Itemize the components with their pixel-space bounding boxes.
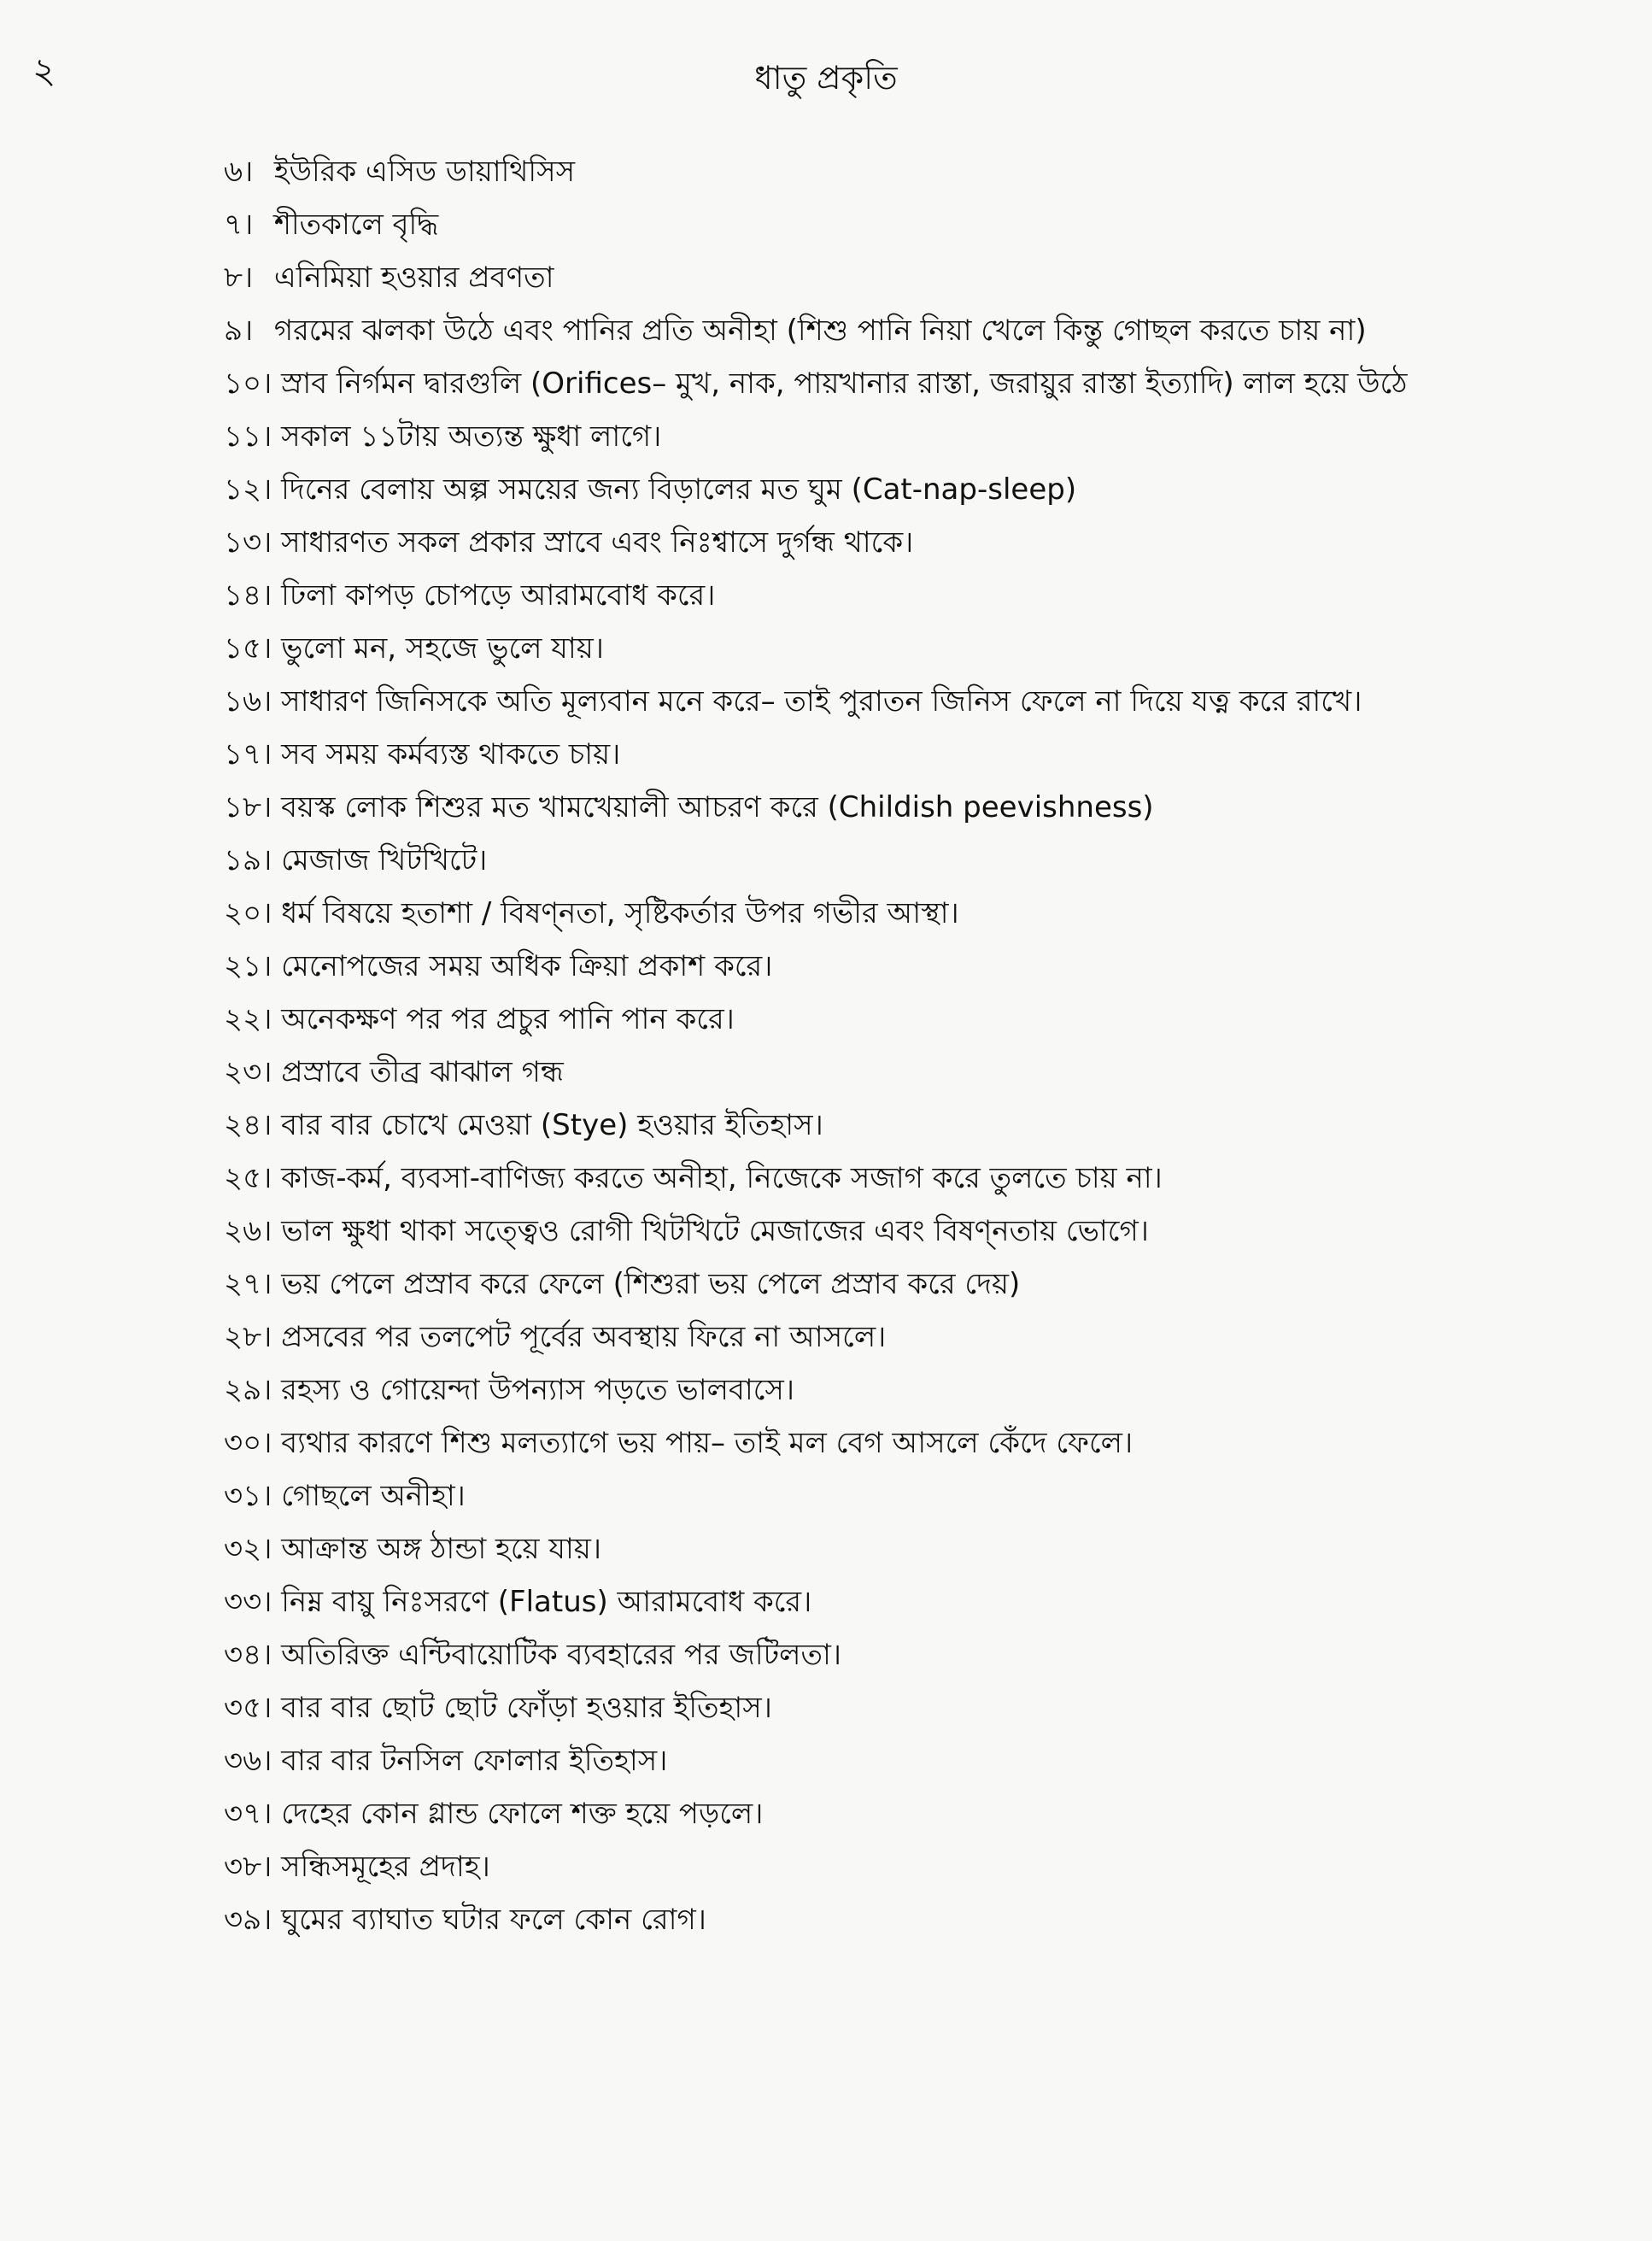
list-item	[224, 1205, 1599, 1258]
item-number: ৩৭।	[224, 1797, 272, 1831]
item-number: ৩৮।	[224, 1850, 272, 1884]
item-text: গরমের ঝলকা উঠে এবং পানির প্রতি অনীহা (শিশু পানি নিয়া খেলে কিন্তু গোছল করতে চায় না)	[273, 314, 1367, 348]
item-number: ১০।	[224, 367, 272, 401]
list-item	[224, 569, 1599, 622]
item-text: বার বার ছোট ছোট ফোঁড়া হওয়ার ইতিহাস।	[281, 1691, 772, 1725]
item-text: আক্রান্ত অঙ্গ ঠান্ডা হয়ে যায়।	[281, 1532, 602, 1566]
item-number: ১৫।	[224, 631, 272, 666]
item-text: দিনের বেলায় অল্প সময়ের জন্য বিড়ালের মত ঘুম (Cat-nap-sleep)	[281, 472, 1077, 507]
list-item	[224, 781, 1599, 834]
item-number: ৩৩।	[224, 1585, 272, 1619]
item-text: ভাল ক্ষুধা থাকা সত্ত্বেও রোগী খিটখিটে মেজাজের এবং বিষণ্নতায় ভোগে।	[281, 1214, 1149, 1248]
item-text: গোছলে অনীহা।	[281, 1479, 466, 1513]
item-number: ১৮।	[224, 790, 272, 824]
item-text: সকাল ১১টায় অত্যন্ত ক্ষুধা লাগে।	[281, 419, 662, 454]
list-item	[224, 834, 1599, 887]
item-text: সাধারণ জিনিসকে অতি মূল্যবান মনে করে– তাই পুরাতন জিনিস ফেলে না দিয়ে যত্ন করে রাখে।	[281, 684, 1362, 719]
list-item	[224, 1364, 1599, 1417]
item-number: ৩০।	[224, 1426, 272, 1460]
item-text: অনেকক্ষণ পর পর প্রচুর পানি পান করে।	[281, 1002, 735, 1036]
page-number: ২	[32, 50, 56, 91]
item-number: ২৪।	[224, 1108, 272, 1142]
list-item	[224, 357, 1599, 410]
list-item	[224, 728, 1599, 781]
list-item	[224, 304, 1599, 357]
item-number: ১৯।	[224, 843, 272, 877]
item-text: বার বার টনসিল ফোলার ইতিহাস।	[281, 1744, 668, 1778]
item-number: ৩২।	[224, 1532, 272, 1566]
item-text: নিম্ন বায়ু নিঃসরণে (Flatus) আরামবোধ করে।	[281, 1585, 812, 1619]
item-number: ২০।	[224, 896, 272, 930]
item-text: ঢিলা কাপড় চোপড়ে আরামবোধ করে।	[281, 578, 716, 613]
item-number: ২৬।	[224, 1214, 272, 1248]
list-item	[224, 1470, 1599, 1522]
list-item	[224, 940, 1599, 993]
item-number: ১৪।	[224, 578, 272, 613]
item-text: রহস্য ও গোয়েন্দা উপন্যাস পড়তে ভালবাসে।	[281, 1373, 795, 1407]
list-item	[224, 198, 1599, 251]
list-item	[224, 1787, 1599, 1840]
list-item	[224, 410, 1599, 463]
item-text: বার বার চোখে মেওয়া (Stye) হওয়ার ইতিহাস।	[281, 1108, 823, 1142]
item-text: ইউরিক এসিড ডায়াথিসিস	[273, 155, 576, 189]
item-number: ২৫।	[224, 1161, 272, 1195]
item-text: সব সময় কর্মব্যস্ত থাকতে চায়।	[281, 737, 621, 771]
item-text: অতিরিক্ত এন্টিবায়োটিক ব্যবহারের পর জটিলতা।	[281, 1638, 842, 1672]
item-number: ৯।	[224, 314, 254, 348]
item-number: ১৭।	[224, 737, 272, 771]
item-number: ২৭।	[224, 1267, 272, 1301]
list-item	[224, 622, 1599, 675]
list-item	[224, 1099, 1599, 1152]
item-text: প্রসবের পর তলপেট পূর্বের অবস্থায় ফিরে না আসলে।	[281, 1320, 887, 1354]
item-number: ১৩।	[224, 525, 272, 560]
item-number: ৩৪।	[224, 1638, 272, 1672]
item-text: মেনোপজের সময় অধিক ক্রিয়া প্রকাশ করে।	[281, 949, 773, 983]
item-text: সন্ধিসমূহের প্রদাহ।	[281, 1850, 490, 1884]
item-number: ৬।	[224, 155, 254, 189]
item-number: ৮।	[224, 261, 254, 295]
list-item	[224, 1417, 1599, 1470]
symptom-list	[224, 145, 1599, 1946]
list-item	[224, 887, 1599, 940]
list-item	[224, 463, 1599, 516]
item-number: ১১।	[224, 419, 272, 454]
item-number: ৩৯।	[224, 1903, 272, 1937]
item-text: স্রাব নির্গমন দ্বারগুলি (Orifices– মুখ, নাক, পায়খানার রাস্তা, জরায়ুর রাস্তা ইত্যাদি) লাল হয়ে উঠে	[281, 367, 1408, 401]
list-item	[224, 1575, 1599, 1628]
item-text: সাধারণত সকল প্রকার স্রাবে এবং নিঃশ্বাসে দুর্গন্ধ থাকে।	[281, 525, 914, 560]
list-item	[224, 516, 1599, 569]
item-text: এনিমিয়া হওয়ার প্রবণতা	[273, 261, 554, 295]
list-item	[224, 1152, 1599, 1205]
list-item	[224, 675, 1599, 728]
list-item	[224, 1046, 1599, 1099]
item-number: ৩১।	[224, 1479, 272, 1513]
item-text: ভুলো মন, সহজে ভুলে যায়।	[281, 631, 604, 666]
item-number: ২১।	[224, 949, 272, 983]
item-text: শীতকালে বৃদ্ধি	[273, 208, 439, 242]
list-item	[224, 1311, 1599, 1364]
item-number: ২৮।	[224, 1320, 272, 1354]
item-text: ব্যথার কারণে শিশু মলত্যাগে ভয় পায়– তাই মল বেগ আসলে কেঁদে ফেলে।	[281, 1426, 1134, 1460]
list-item	[224, 1522, 1599, 1575]
item-number: ২২।	[224, 1002, 272, 1036]
item-number: ৩৫।	[224, 1691, 272, 1725]
item-text: প্রস্রাবে তীব্র ঝাঝাল গন্ধ	[281, 1055, 564, 1089]
running-title: ধাতু প্রকৃতি	[754, 59, 898, 97]
item-number: ২৯।	[224, 1373, 272, 1407]
list-item	[224, 993, 1599, 1046]
item-number: ১২।	[224, 472, 272, 507]
list-item	[224, 1734, 1599, 1787]
list-item	[224, 145, 1599, 198]
list-item	[224, 1893, 1599, 1946]
item-text: কাজ-কর্ম, ব্যবসা-বাণিজ্য করতে অনীহা, নিজেকে সজাগ করে তুলতে চায় না।	[281, 1161, 1163, 1195]
list-item	[224, 1681, 1599, 1734]
item-text: বয়স্ক লোক শিশুর মত খামখেয়ালী আচরণ করে (Childish peevishness)	[281, 790, 1154, 824]
list-item	[224, 1258, 1599, 1311]
item-text: ভয় পেলে প্রস্রাব করে ফেলে (শিশুরা ভয় পেলে প্রস্রাব করে দেয়)	[281, 1267, 1021, 1301]
item-number: ৭।	[224, 208, 254, 242]
list-item	[224, 1840, 1599, 1893]
item-number: ২৩।	[224, 1055, 272, 1089]
item-text: ঘুমের ব্যাঘাত ঘটার ফলে কোন রোগ।	[281, 1903, 706, 1937]
item-text: ধর্ম বিষয়ে হতাশা / বিষণ্নতা, সৃষ্টিকর্তার উপর গভীর আস্থা।	[281, 896, 959, 930]
item-number: ৩৬।	[224, 1744, 272, 1778]
list-item	[224, 251, 1599, 304]
list-item	[224, 1628, 1599, 1681]
item-text: দেহের কোন গ্লান্ড ফোলে শক্ত হয়ে পড়লে।	[281, 1797, 764, 1831]
item-text: মেজাজ খিটখিটে।	[281, 843, 488, 877]
item-number: ১৬।	[224, 684, 272, 719]
